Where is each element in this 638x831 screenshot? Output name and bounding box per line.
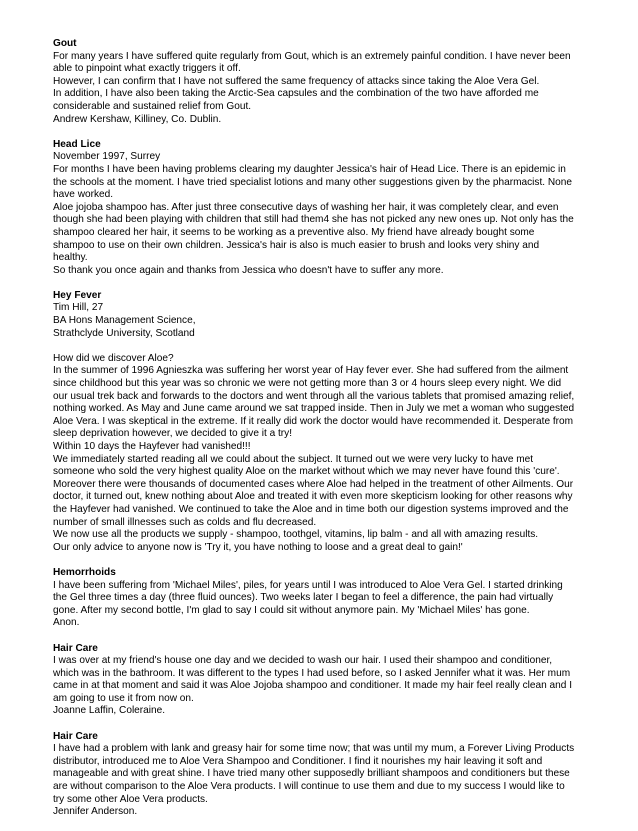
text-line: since childhood but this year was so chronic we were not getting more than 3 or 4 hours sleep every night. We did [53, 378, 562, 390]
text-line: BA Hons Management Science, [53, 315, 196, 327]
text-line: Tim Hill, 27 [53, 302, 104, 314]
text-line: though she had been playing with children that still had them4 she has not picked any new ones up. Not only has the [53, 214, 574, 226]
text-line: came in at that moment and said it was Aloe Jojoba shampoo and conditioner. It made my hair feel really clean and I [53, 680, 572, 692]
section-heading: Head Lice [53, 138, 101, 150]
text-line: How did we discover Aloe? [53, 352, 174, 364]
text-line: try some other Aloe Vera products. [53, 793, 208, 805]
text-line: shampoo cleared her hair, it seems to be working as a preventive also. My friend have already bought some [53, 226, 535, 238]
text-line: November 1997, Surrey [53, 151, 161, 163]
text-line: Moreover there were thousands of documented cases where Aloe had helped in the treatment of other Ailments. Our [53, 478, 574, 490]
text-line: manageable and with great shine. I have tried many other supposedly brilliant shampoos and conditioners but these [53, 768, 570, 780]
text-line: However, I can confirm that I have not suffered the same frequency of attacks since taking the Aloe Vera Gel. [53, 75, 540, 87]
blank-line [53, 340, 593, 353]
text-line: So thank you once again and thanks from Jessica who doesn't have to suffer any more. [53, 264, 444, 276]
text-line: which was in the bathroom. It was different to the types I had used before, so I asked Jennifer what it was. Her mum [53, 667, 571, 679]
text-line: gone. After my second bottle, I'm glad to say I could sit without anymore pain. My 'Michael Miles' has gone. [53, 604, 530, 616]
text-line: Our only advice to anyone now is 'Try it, you have nothing to loose and a great deal to gain!' [53, 541, 463, 553]
text-line: Strathclyde University, Scotland [53, 327, 195, 339]
section-heading: Hey Fever [53, 289, 102, 301]
text-line: We now use all the products we supply - shampoo, toothgel, vitamins, lip balm - and all with amazing results. [53, 529, 539, 541]
text-line: I have had a problem with lank and greasy hair for some time now; that was until my mum, a Forever Living Products [53, 743, 575, 755]
text-line: the Gel three times a day (three fluid ounces). Two weeks later I began to feel a difference, the pain had virtually [53, 592, 554, 604]
testimonial-section [53, 731, 593, 819]
text-line: distributor, introduced me to Aloe Vera Shampoo and Conditioner. I find it nourishes my hair leaving it soft and [53, 755, 543, 767]
text-line: Aloe Vera. I was skeptical in the extreme. If it really did work the doctor would have recommended it. Desperate from [53, 415, 574, 427]
text-line: For months I have been having problems clearing my daughter Jessica's hair of Head Lice. There is an epidemic in [53, 163, 566, 175]
testimonial-section [53, 643, 593, 719]
text-line: We immediately started reading all we could about the subject. It turned out we were very lucky to have met [53, 453, 534, 465]
text-line: For many years I have suffered quite regularly from Gout, which is an extremely painful condition. I have never been [53, 50, 571, 62]
section-heading: Hair Care [53, 642, 98, 654]
text-line: Jennifer Anderson. [53, 806, 138, 818]
text-line: In the summer of 1996 Agnieszka was suffering her worst year of Hay fever ever. She had suffered from the ailment [53, 365, 569, 377]
text-line: sleep deprivation however, we decided to give it a try! [53, 428, 293, 440]
text-line: the schools at the moment. I have tried specialist lotions and many other suggestions given by the pharmacist. None [53, 176, 572, 188]
text-line: healthy. [53, 252, 88, 264]
testimonial-section [53, 567, 593, 630]
section-heading: Gout [53, 38, 77, 49]
text-line: shampoo to use on their own children. Jessica's hair is also is much easier to brush and looks very shiny and [53, 239, 540, 251]
text-line: Within 10 days the Hayfever had vanished!!! [53, 441, 251, 452]
testimonial-section [53, 290, 593, 554]
text-line: able to pinpoint what exactly triggers it off. [53, 63, 241, 75]
text-line: considerable and sustained relief from Gout. [53, 100, 252, 112]
text-line: our usual trek back and forwards to the doctors and went through all the various tablets that promised amazing relief, [53, 390, 575, 402]
text-line: someone who sold the very highest quality Aloe on the market without which we may never have found this 'cure'. [53, 466, 560, 478]
text-line: In addition, I have also been taking the Arctic-Sea capsules and the combination of the two have afforded me [53, 88, 539, 100]
text-line: Aloe jojoba shampoo has. After just three consecutive days of washing her hair, it was completely clear, and even [53, 201, 559, 213]
testimonial-section [53, 38, 593, 126]
text-line: have worked. [53, 189, 114, 201]
text-line: Andrew Kershaw, Killiney, Co. Dublin. [53, 113, 222, 125]
testimonial-section [53, 139, 593, 278]
text-line: I was over at my friend's house one day and we decided to wash our hair. I used their shampoo and conditioner, [53, 655, 553, 667]
text-line: doctor, it turned out, knew nothing about Aloe and treated it with even more skepticism looking for other reasons why [53, 491, 573, 503]
text-line: I have been suffering from 'Michael Miles', piles, for years until I was introduced to Aloe Vera Gel. I started drinking [53, 579, 563, 591]
section-heading: Hair Care [53, 730, 98, 742]
text-line: number of small illnesses such as colds and flu decreased. [53, 516, 317, 528]
text-line: are without comparison to the Aloe Vera products. I will continue to use them and due to my success I would like to [53, 781, 565, 793]
text-line: Anon. [53, 617, 80, 629]
text-line: the Hayfever had vanished. We continued to take the Aloe and in time both our digestion systems improved and the [53, 503, 569, 515]
text-line: Joanne Laffin, Coleraine. [53, 705, 166, 717]
text-line: am going to use it from now on. [53, 692, 194, 704]
section-heading: Hemorrhoids [53, 566, 116, 578]
document-body [53, 38, 593, 831]
text-line: nothing worked. As May and June came around we sat trapped inside. Then in July we met a woman who suggested [53, 403, 575, 415]
